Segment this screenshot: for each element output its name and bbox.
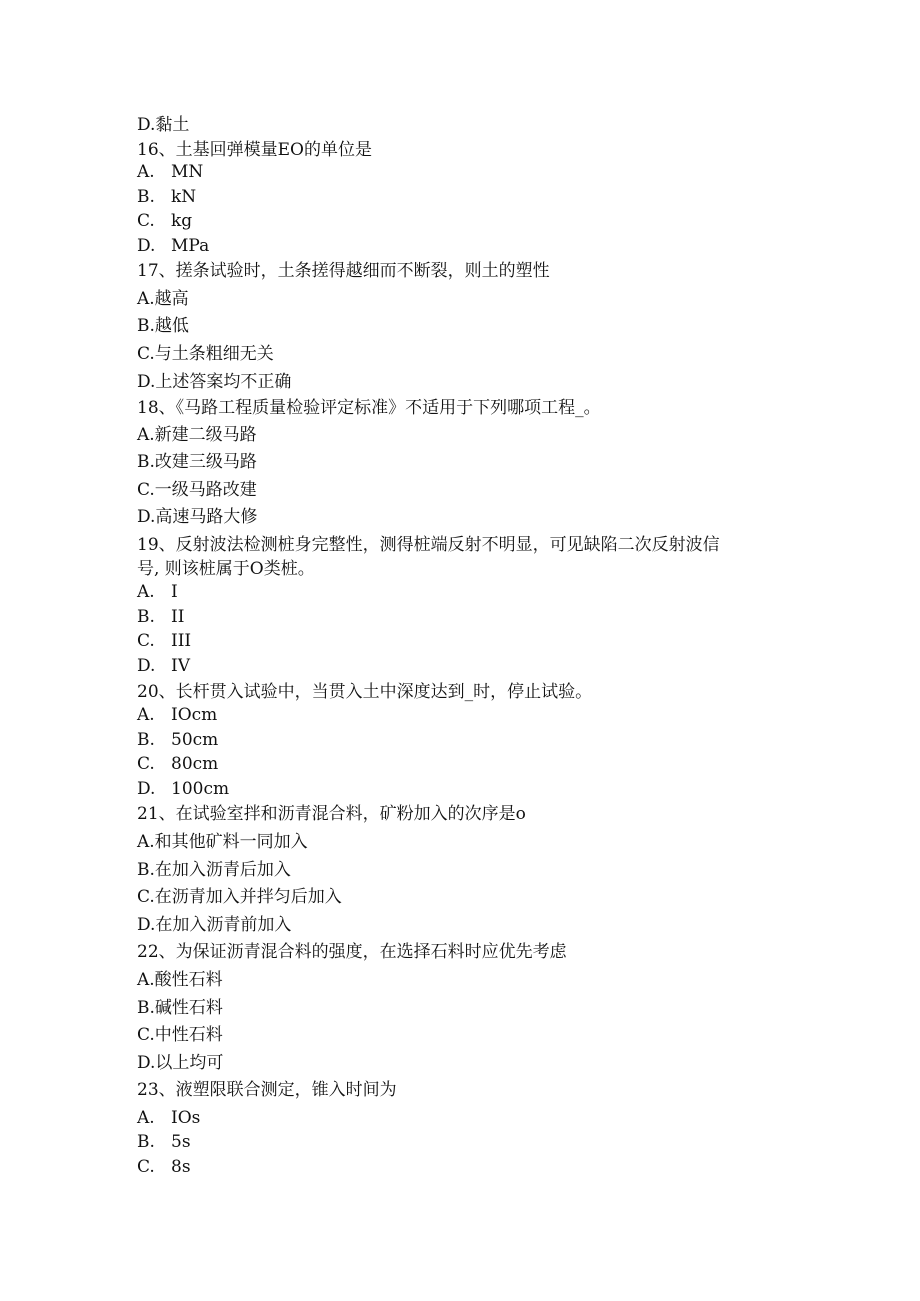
option-letter: B. [137, 730, 155, 750]
question-line: 21、在试验室拌和沥青混合料，矿粉加入的次序是o [137, 804, 526, 824]
option-line [137, 1157, 191, 1177]
question-line: 22、为保证沥青混合料的强度，在选择石料时应优先考虑 [137, 942, 567, 962]
option-value: IOcm [171, 705, 218, 725]
option-line: A.越高 [137, 289, 189, 309]
option-line [137, 1132, 191, 1152]
option-line: C.一级马路改建 [137, 480, 257, 500]
option-line: D.在加入沥青前加入 [137, 915, 292, 935]
option-letter: A. [137, 162, 155, 182]
option-line: D.黏土 [137, 115, 190, 135]
option-letter: A. [137, 582, 155, 602]
option-letter: A. [137, 1108, 155, 1128]
option-letter: C. [137, 754, 155, 774]
option-value: MN [171, 162, 204, 182]
option-line: D.上述答案均不正确 [137, 372, 292, 392]
option-letter: B. [137, 1132, 155, 1152]
option-line [137, 754, 218, 774]
option-line: B.改建三级马路 [137, 452, 257, 472]
option-line: C.与土条粗细无关 [137, 344, 274, 364]
option-value: IV [171, 656, 190, 676]
option-letter: A. [137, 705, 155, 725]
option-line: B.在加入沥青后加入 [137, 860, 291, 880]
option-line: D.高速马路大修 [137, 507, 258, 527]
option-line [137, 211, 192, 231]
option-line [137, 779, 229, 799]
option-value: MPa [171, 236, 210, 256]
option-line [137, 187, 196, 207]
option-value: 8s [171, 1157, 191, 1177]
option-line: A.和其他矿料一同加入 [137, 832, 308, 852]
option-value: kN [171, 187, 197, 207]
option-line: B.越低 [137, 316, 189, 336]
option-letter: B. [137, 187, 155, 207]
option-line [137, 730, 218, 750]
option-value: I [171, 582, 178, 602]
question-line: 20、长杆贯入试验中，当贯入土中深度达到_时，停止试验。 [137, 682, 593, 702]
option-line [137, 236, 209, 256]
option-line [137, 607, 184, 627]
option-value: kg [171, 211, 193, 231]
option-letter: C. [137, 631, 155, 651]
option-value: 50cm [171, 730, 219, 750]
option-letter: C. [137, 1157, 155, 1177]
option-line [137, 1108, 200, 1128]
option-letter: D. [137, 779, 156, 799]
question-line: 23、液塑限联合测定，锥入时间为 [137, 1080, 397, 1100]
option-value: 80cm [171, 754, 219, 774]
option-line [137, 656, 190, 676]
option-value: 100cm [171, 779, 230, 799]
option-value: 5s [171, 1132, 191, 1152]
option-line: D.以上均可 [137, 1053, 224, 1073]
option-value: II [171, 607, 185, 627]
option-line: C.中性石料 [137, 1025, 223, 1045]
question-line-continued: 号, 则该桩属于O类桩。 [137, 559, 315, 579]
question-line: 17、搓条试验时，土条搓得越细而不断裂，则土的塑性 [137, 261, 550, 281]
option-line [137, 162, 203, 182]
question-line: 19、反射波法检测桩身完整性，测得桩端反射不明显，可见缺陷二次反射波信 [137, 535, 720, 555]
option-value: III [171, 631, 192, 651]
option-letter: B. [137, 607, 155, 627]
option-letter: D. [137, 236, 156, 256]
option-letter: D. [137, 656, 156, 676]
option-line: B.碱性石料 [137, 998, 223, 1018]
option-line: A.酸性石料 [137, 970, 223, 990]
question-line: 16、土基回弹模量EO的单位是 [137, 140, 372, 160]
option-letter: C. [137, 211, 155, 231]
option-line [137, 705, 217, 725]
option-line [137, 631, 191, 651]
option-value: IOs [171, 1108, 201, 1128]
option-line [137, 582, 178, 602]
option-line: A.新建二级马路 [137, 425, 257, 445]
question-line: 18、《马路工程质量检验评定标准》不适用于下列哪项工程_。 [137, 398, 601, 418]
option-line: C.在沥青加入并拌匀后加入 [137, 887, 342, 907]
